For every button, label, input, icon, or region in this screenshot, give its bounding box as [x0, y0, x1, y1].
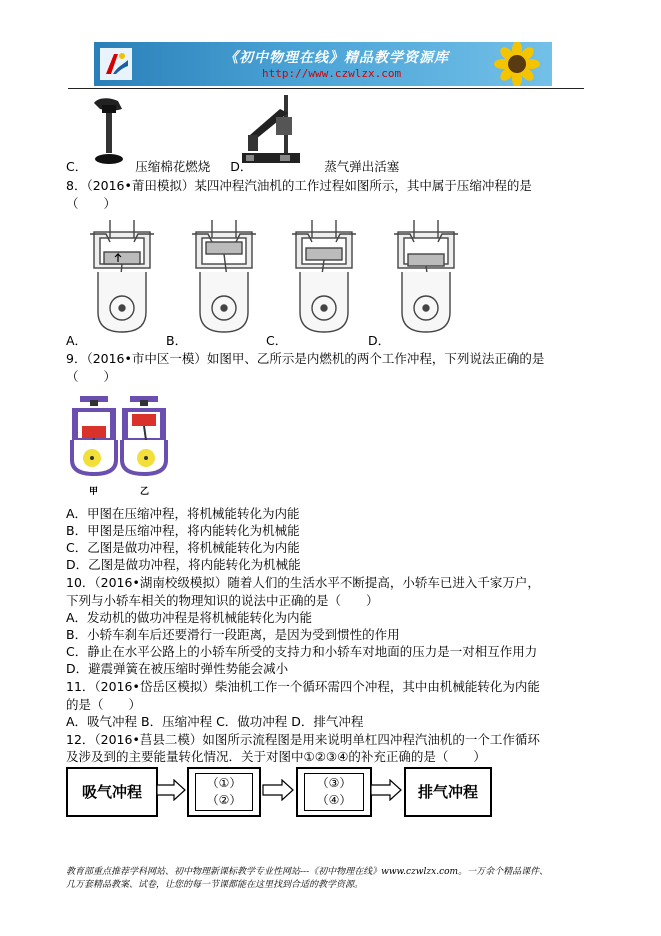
engine-diagram-a	[88, 212, 156, 338]
flow-box-step2	[187, 767, 261, 817]
flow-step2-top: （①）	[206, 776, 242, 790]
q10-option-b: B．小轿车刹车后还要滑行一段距离，是因为受到惯性的作用	[66, 627, 400, 642]
q9-option-a: A．甲图在压缩冲程，将机械能转化为内能	[66, 506, 300, 521]
engine-diagram-yi	[118, 396, 170, 476]
engine-diagram-b	[190, 212, 258, 338]
q9-fig-label-yi: 乙	[140, 487, 150, 497]
q7-option-d-text: 蒸气弹出活塞	[324, 159, 400, 174]
q7-options	[66, 159, 399, 175]
q8-label-c: C．	[266, 333, 288, 348]
steam-piston-image	[240, 95, 304, 167]
sunflower-image	[486, 42, 548, 86]
q9-fig-label-jia: 甲	[89, 487, 99, 497]
q11-stem-line2: 的是（ ）	[66, 697, 142, 712]
q10-option-d: D．避震弹簧在被压缩时弹性势能会减小	[66, 661, 289, 676]
flow-box-step3	[296, 767, 372, 817]
flow-step3-bottom: （④）	[316, 793, 352, 807]
engine-diagram-d	[392, 212, 460, 338]
flow-box-exhaust-label: 排气冲程	[417, 783, 478, 801]
q10-stem-line1: 10．（2016•湖南校级模拟）随着人们的生活水平不断提高，小轿车已进入千家万户，	[66, 575, 540, 590]
flow-arrow-3	[370, 779, 402, 801]
q11-stem-line1: 11．（2016•岱岳区模拟）柴油机工作一个循环需四个冲程，其中由机械能转化为内能	[66, 679, 540, 694]
banner-title: 《初中物理在线》精品教学资源库	[224, 50, 449, 66]
flow-arrow-1	[156, 779, 186, 801]
q8-label-b: B．	[166, 333, 188, 348]
q9-option-d: D．乙图是做功冲程，将内能转化为机械能	[66, 557, 301, 572]
q10-option-a: A．发动机的做功冲程是将机械能转化为内能	[66, 610, 313, 625]
site-logo-icon	[100, 48, 132, 80]
engine-diagram-c	[290, 212, 358, 338]
q10-option-c: C．静止在水平公路上的小轿车所受的支持力和小轿车对地面的压力是一对相互作用力	[66, 644, 538, 659]
flow-box-intake-label: 吸气冲程	[81, 783, 142, 801]
q8-label-a: A．	[66, 333, 88, 348]
cotton-compression-image	[88, 95, 130, 167]
footer-line1: 教育部重点推荐学科网站、初中物理新课标教学专业性网站---《初中物理在线》www.czwlzx.com。一万余个精品课件、	[66, 867, 549, 877]
q9-option-b: B．甲图是压缩冲程，将内能转化为机械能	[66, 523, 300, 538]
flow-box-intake	[66, 767, 158, 817]
banner-url: http://www.czwlzx.com	[262, 67, 402, 80]
q7-option-c-text: 压缩棉花燃烧	[135, 159, 211, 174]
engine-diagram-jia	[68, 396, 120, 476]
q9-option-c: C．乙图是做功冲程，将机械能转化为内能	[66, 540, 300, 555]
q8-paren: （ ）	[66, 196, 117, 211]
q8-label-d: D．	[368, 333, 391, 348]
flow-box-exhaust	[404, 767, 492, 817]
header-banner	[94, 42, 552, 86]
q11-options: A．吸气冲程 B．压缩冲程 C．做功冲程 D．排气冲程	[66, 714, 364, 729]
footer-line2: 几万套精品教案、试卷，让您的每一节课都能在这里找到合适的教学资源。	[66, 880, 364, 890]
q9-paren: （ ）	[66, 369, 117, 384]
q8-stem: 8．（2016•莆田模拟）某四冲程汽油机的工作过程如图所示，其中属于压缩冲程的是	[66, 178, 532, 193]
q7-option-c-label: C．	[66, 159, 88, 174]
flow-step2-bottom: （②）	[206, 793, 242, 807]
q7-option-d-label: D．	[230, 159, 253, 174]
q9-stem: 9．（2016•市中区一模）如图甲、乙所示是内燃机的两个工作冲程，下列说法正确的是	[66, 351, 545, 366]
header-rule	[68, 88, 584, 89]
q12-stem-line2: 及涉及到的主要能量转化情况．关于对图中①②③④的补充正确的是（ ）	[66, 749, 486, 764]
q12-stem-line1: 12．（2016•莒县二模）如图所示流程图是用来说明单杠四冲程汽油机的一个工作循环	[66, 732, 540, 747]
q10-stem-line2: 下列与小轿车相关的物理知识的说法中正确的是（ ）	[66, 593, 379, 608]
flow-arrow-2	[262, 779, 294, 801]
flow-step3-top: （③）	[316, 776, 352, 790]
